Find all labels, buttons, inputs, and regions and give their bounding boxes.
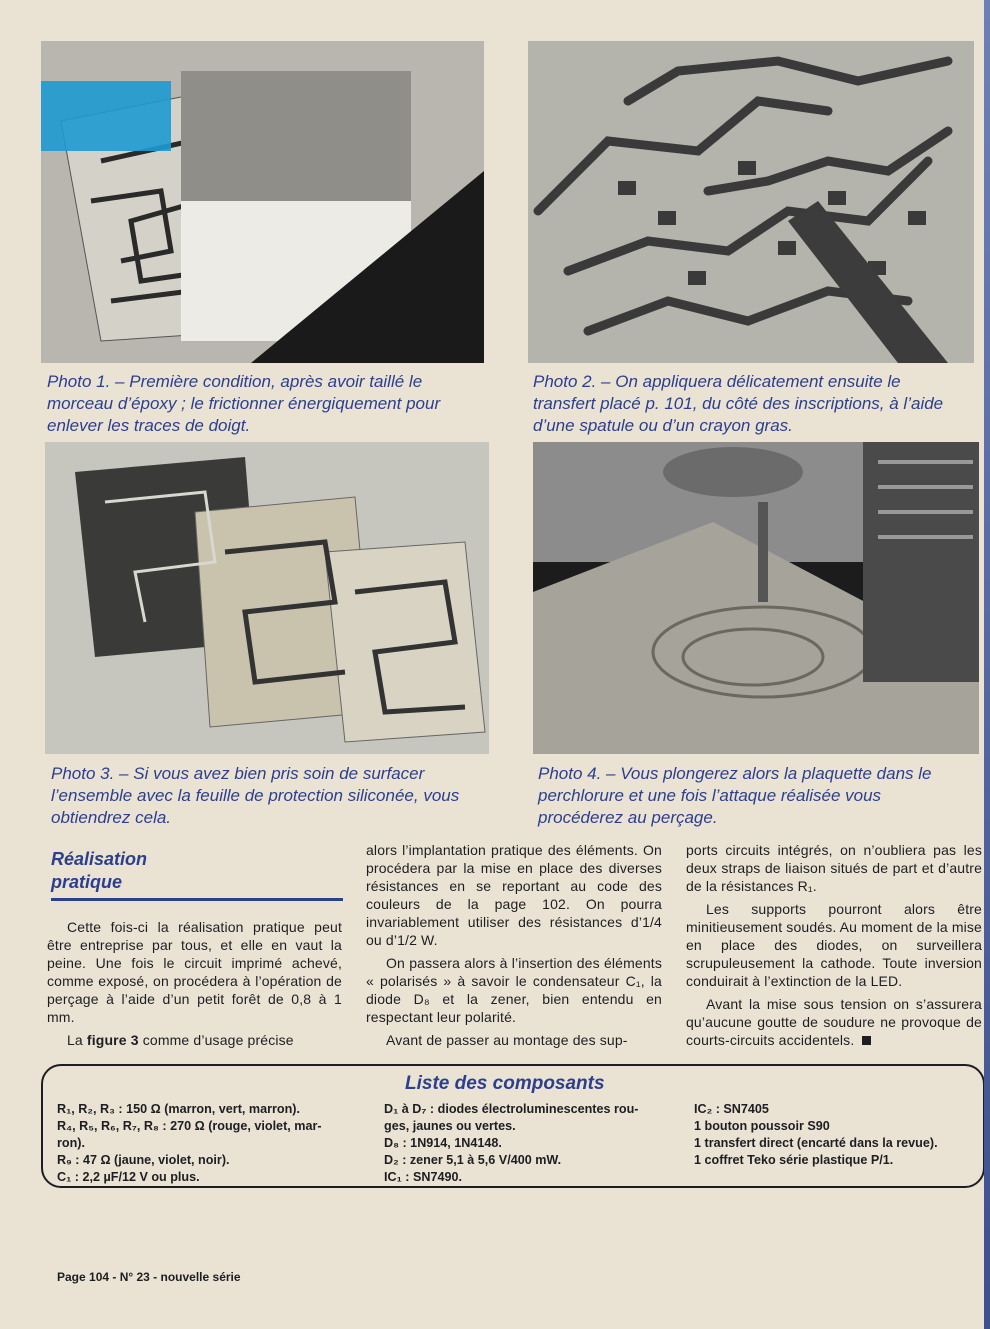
- photo-2-caption: Photo 2. – On appliquera délicatement ensuite le transfert placé p. 101, du côté des inscriptions, à l’aide d’une spatule ou d’un crayon gras.: [533, 372, 944, 435]
- body-column-2: [366, 841, 662, 1054]
- component-line: C₁ : 2,2 µF/12 V ou plus.: [57, 1170, 200, 1184]
- paragraph: La figure 3 comme d’usage précise: [67, 1032, 294, 1048]
- section-heading-line1: Réalisation: [51, 849, 148, 869]
- section-heading: [51, 848, 147, 894]
- paragraph: ports circuits intégrés, on n’oubliera pas les deux straps de liaison situés de part et d’autre de la résistances R₁.: [686, 842, 982, 894]
- section-heading-line2: pratique: [51, 872, 123, 892]
- paragraph: On passera alors à l’insertion des éléments « polarisés » à savoir le condensateur C₁, la diode D₈ et la zener, bien entendu en respectant leur polarité.: [366, 955, 662, 1025]
- photo-3-caption: Photo 3. – Si vous avez bien pris soin de surfacer l’ensemble avec la feuille de protection siliconée, vous obtiendrez cela.: [51, 764, 460, 827]
- component-line: IC₂ : SN7405: [694, 1102, 769, 1116]
- figure-reference: figure 3: [86, 1032, 139, 1048]
- paragraph: Cette fois-ci la réalisation pratique peut être entreprise par tous, et elle en vaut la peine. Une fois le circuit imprimé achevé, comme exposé, on procédera à l’opération de perçage à l’aide d’un petit forêt de 0,8 à 1 mm.: [47, 919, 342, 1025]
- component-line: ges, jaunes ou vertes.: [384, 1119, 516, 1133]
- component-line: ron).: [57, 1136, 85, 1150]
- paragraph: alors l’implantation pratique des éléments. On procédera par la mise en place des diverses résistances en se reportant au code des couleurs de la page 102. On pourra invariablement utiliser des résistances d’1/4 ou d’1/2 W.: [366, 842, 662, 948]
- component-line: D₁ à D₇ : diodes électroluminescentes rou-: [384, 1102, 639, 1116]
- body-column-3: [686, 841, 982, 1054]
- component-line: 1 transfert direct (encarté dans la revue).: [694, 1136, 938, 1150]
- photo-1: [41, 41, 484, 363]
- component-line: R₄, R₅, R₆, R₇, R₈ : 270 Ω (rouge, violet, mar-: [57, 1119, 322, 1133]
- paragraph: Avant la mise sous tension on s’assurera qu’aucune goutte de soudure ne provoque de courts-circuits accidentels.: [686, 996, 982, 1048]
- component-line: 1 bouton poussoir S90: [694, 1119, 830, 1133]
- page-footer: Page 104 - N° 23 - nouvelle série: [57, 1270, 241, 1284]
- component-line: IC₁ : SN7490.: [384, 1170, 463, 1184]
- photo-3: [45, 442, 489, 754]
- photo-1-caption: Photo 1. – Première condition, après avoir taillé le morceau d’époxy ; le frictionner énergiquement pour enlever les traces de doigt.: [47, 372, 441, 435]
- photo-4-caption: Photo 4. – Vous plongerez alors la plaquette dans le perchlorure et une fois l’attaque réalisée vous procéderez au perçage.: [538, 764, 932, 827]
- photo-4: [533, 442, 979, 754]
- paragraph: Avant de passer au montage des sup-: [386, 1032, 628, 1048]
- components-title: Liste des composants: [405, 1073, 605, 1094]
- page-edge-strip: [984, 0, 990, 1329]
- components-column-3: [694, 1101, 938, 1169]
- component-line: 1 coffret Teko série plastique P/1.: [694, 1153, 894, 1167]
- component-line: R₉ : 47 Ω (jaune, violet, noir).: [57, 1153, 230, 1167]
- body-column-1: [47, 918, 342, 1054]
- components-column-1: [57, 1101, 322, 1186]
- component-line: D₈ : 1N914, 1N4148.: [384, 1136, 502, 1150]
- paragraph: Les supports pourront alors être minitieusement soudés. Au moment de la mise en place des diodes, on surveillera scrupuleusement la cathode. Toute inversion conduirait à l’extinction de la LED.: [686, 901, 982, 989]
- component-line: D₂ : zener 5,1 à 5,6 V/400 mW.: [384, 1153, 562, 1167]
- component-line: R₁, R₂, R₃ : 150 Ω (marron, vert, marron).: [57, 1102, 300, 1116]
- end-mark-icon: [862, 1036, 871, 1045]
- heading-rule: [51, 898, 343, 901]
- photo-2: [528, 41, 974, 363]
- components-column-2: [384, 1101, 638, 1186]
